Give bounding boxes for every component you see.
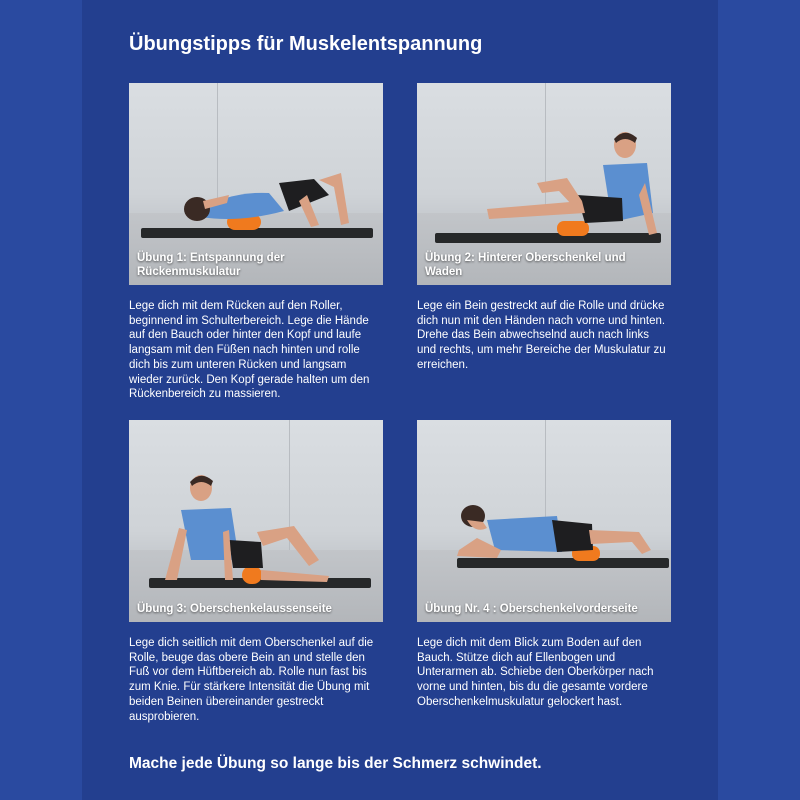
exercise-photo-4	[417, 420, 671, 622]
exercise-description-2: Lege ein Bein gestreckt auf die Rolle und drücke dich nun mit den Händen nach vorne und hinten. Drehe das Bein abwechselnd auch nach links und rechts, um mehr Bereiche der Muskulatur zu erreichen.	[417, 300, 666, 371]
content-panel	[82, 0, 718, 800]
page-title: Übungstipps für Muskelentspannung	[129, 33, 483, 55]
exercise-photo-2	[417, 83, 671, 285]
exercise-caption-3: Übung 3: Oberschenkelaussenseite	[137, 603, 332, 615]
exercise-caption-1: Übung 1: Entspannung der Rückenmuskulatur	[137, 252, 285, 278]
exercise-card-3	[129, 420, 383, 724]
exercise-caption-2: Übung 2: Hinterer Oberschenkel und Waden	[425, 252, 626, 278]
exercise-card-2	[417, 83, 671, 373]
exercise-description-1: Lege dich mit dem Rücken auf den Roller, beginnend im Schulterbereich. Lege die Hände auf den Bauch oder hinter den Kopf und laufe langsam mit den Füßen nach hinten und rolle dich bis zum unteren Rücken und langsam wieder zurück. Den Kopf gerade halten um den Rückenbereich zu massieren.	[129, 300, 370, 401]
footer-note: Mache jede Übung so lange bis der Schmerz schwindet.	[129, 755, 542, 772]
exercise-description-3: Lege dich seitlich mit dem Oberschenkel auf die Rolle, beuge das obere Bein an und stelle den Fuß vor dem Hüftbereich ab. Rolle nun fast bis zum Knie. Für stärkere Intensität die Übung mit beiden Beinen übereinander gestreckt ausprobieren.	[129, 637, 374, 723]
exercise-photo-3	[129, 420, 383, 622]
exercise-caption-4: Übung Nr. 4 : Oberschenkelvorderseite	[425, 603, 638, 615]
exercise-card-4	[417, 420, 671, 710]
exercise-description-4: Lege dich mit dem Blick zum Boden auf den Bauch. Stütze dich auf Ellenbogen und Unterarmen ab. Schiebe den Oberkörper nach vorne und hinten, bis du die gesamte vordere Oberschenkelmuskulatur gelockert hast.	[417, 637, 654, 708]
exercise-card-1	[129, 83, 383, 402]
exercise-photo-1	[129, 83, 383, 285]
